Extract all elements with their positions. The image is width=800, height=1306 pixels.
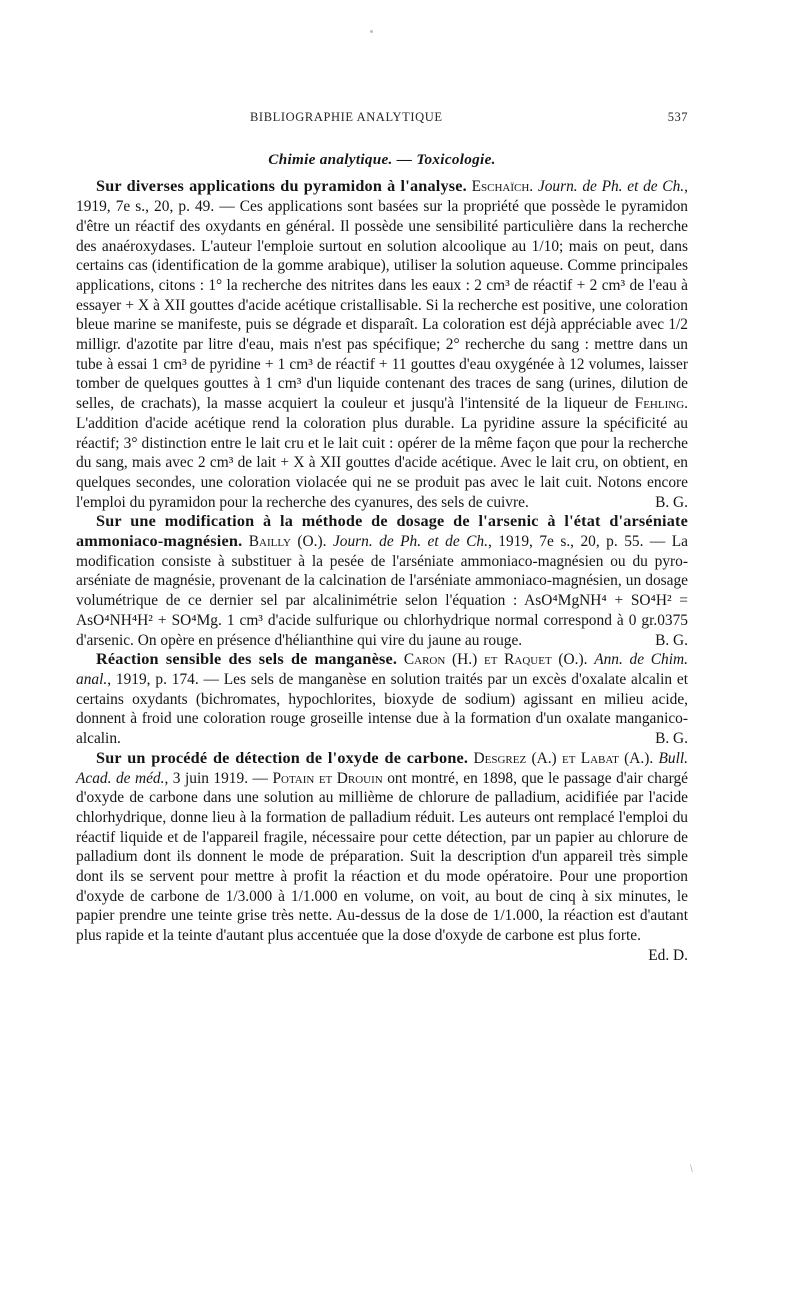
entry-manganese bbox=[76, 650, 688, 749]
entry-title: Sur un procédé de détection de l'oxyde de carbone. bbox=[96, 748, 469, 767]
entry-body-pre: — bbox=[252, 769, 268, 787]
running-head bbox=[250, 108, 688, 128]
entry-source: Bull. Acad. de méd. bbox=[76, 749, 689, 787]
entry-name-inline: Fehling bbox=[634, 395, 685, 413]
entry-author: Bailly (O.). bbox=[248, 533, 327, 551]
running-title: BIBLIOGRAPHIE ANALYTIQUE bbox=[250, 110, 443, 124]
entry-body: — Les sels de manganèse en solution traités par un excès d'oxalate alcalin et certains oxydants (bichromates, hypochlorites, bioxyde de sodium) agissant en milieu acide, donnent à froid une coloration rouge groseille intense due à la formation d'un oxalate manganico-alcalin. bbox=[76, 670, 688, 748]
entry-body: — Ces applications sont basées sur la propriété que possède le pyramidon d'être un réactif des oxydants en général. Il possède une sensibilité particulière dans la recherche des anaéroxydases. L'auteur l'emploie surtout en solution alcoolique au 1/10; mais on peut, dans certains cas (identification de la gomme arabique), utiliser la solution aqueuse. Comme principales applications, citons : 1° la recherche des nitrites dans les eaux : 2 cm³ de réactif + 2 cm³ de l'eau à essayer + X à XII gouttes d'acide acétique cristallisable. Si la recherche est positive, une coloration bleue marine se manifeste, puis se dégrade et disparaît. La coloration est déjà appréciable avec 1/2 milligr. d'azotite par litre d'eau, mais n'est pas spécifique; 2° recherche du sang : mettre dans un tube à essai 1 cm³ de pyridine + 1 cm³ de réactif + 11 gouttes d'eau oxygénée à 12 volumes, laisser tomber de quelques gouttes à 1 cm³ d'un liquide contenant des traces de sang (urines, dilution de selles, de crachats), la masse acquiert la couleur et jusqu'à l'intensité de la liqueur de bbox=[76, 198, 688, 413]
entry-signature: B. G. bbox=[655, 493, 688, 511]
entry-signature: B. G. bbox=[655, 730, 688, 748]
entry-pyramidon bbox=[76, 177, 688, 512]
entry-carbon-monoxide bbox=[76, 749, 688, 966]
entry-citation: , 1919, 7e s., 20, p. 49. bbox=[76, 178, 688, 216]
entry-author: Caron (H.) et Raquet (O.). bbox=[403, 651, 588, 669]
entry-source: Journ. de Ph. et de Ch. bbox=[332, 533, 488, 551]
entry-source: Journ. de Ph. et de Ch. bbox=[537, 178, 685, 196]
entry-body: — La modification consiste à substituer à la pesée de l'arséniate ammoniaco-magnésien ou du pyro-arséniate de magnésie, provenant de la calcination de l'arséniate ammoniaco-magnésien, un dosage volumétrique de ce dernier sel par alcalinimétrie selon l'équation : AsO⁴MgNH⁴ + SO⁴H² = AsO⁴NH⁴H² + SO⁴Mg. 1 cm³ d'acide sulfurique ou chlorhydrique normal correspond à 0 gr.0375 d'arsenic. On opère en présence d'hélianthine qui vire du jaune au rouge. bbox=[76, 533, 688, 649]
entry-title: Réaction sensible des sels de manganèse. bbox=[96, 650, 398, 669]
entry-signature: B. G. bbox=[655, 631, 688, 649]
entry-signature: Ed. D. bbox=[648, 946, 688, 964]
entry-body-continued: . L'addition d'acide acétique rend la coloration plus durable. La pyridine assure la spécificité au réactif; 3° distinction entre le lait cru et le lait cuit : opérer de la même façon que pour la recherche du sang, mais avec 2 cm³ de lait + X à XII gouttes d'acide acétique. Avec le lait cru, on obtient, en quelques secondes, une coloration violacée qui ne se produit pas avec le lait cuit. Notons encore l'emploi du pyramidon pour la recherche des cyanures, des sels de cuivre. bbox=[76, 395, 688, 511]
margin-mark: \ bbox=[690, 1164, 693, 1175]
entry-author: Eschaïch. bbox=[471, 178, 534, 196]
entry-citation: , 1919, p. 174. bbox=[107, 670, 199, 688]
entry-author: Desgrez (A.) et Labat (A.). bbox=[473, 749, 654, 767]
entry-citation: , 3 juin 1919. bbox=[164, 769, 249, 787]
entry-arsenic bbox=[76, 512, 688, 650]
entry-body: ont montré, en 1898, que le passage d'air chargé d'oxyde de carbone dans une solution au millième de chlorure de palladium, acidifiée par l'acide chlorhydrique, donne lieu à la formation de palladium réduit. Les auteurs ont remplacé l'emploi du réactif liquide et de l'appareil fragile, nécessaire pour cette détection, par un papier au chlorure de palladium dont ils donnent le mode de préparation. Suit la description d'un appareil très simple dont ils se servent pour mettre à profit la réaction et du mode opératoire. Pour une proportion d'oxyde de carbone de 1/3.000 à 1/1.000 en volume, on voit, au bout de cinq à six minutes, le papier prendre une teinte grise très nette. Au-dessus de la dose de 1/1.000, la réaction est d'autant plus rapide et la teinte d'autant plus accentuée que la dose d'oxyde de carbone est plus forte. bbox=[76, 769, 688, 945]
entry-source: Ann. de Chim. anal. bbox=[76, 651, 688, 688]
page-number: 537 bbox=[667, 110, 688, 124]
entry-names-inline: Potain et Drouin bbox=[272, 769, 383, 787]
page-body bbox=[76, 108, 688, 966]
entry-title: Sur une modification à la méthode de dosage de l'arsenic à l'état d'arséniate ammoniaco-magnésien. bbox=[76, 512, 688, 551]
entry-title: Sur diverses applications du pyramidon à l'analyse. bbox=[96, 177, 467, 196]
section-title: Chimie analytique. — Toxicologie. bbox=[268, 150, 496, 168]
ink-speck bbox=[370, 30, 373, 33]
entry-citation: , 1919, 7e s., 20, p. 55. bbox=[487, 533, 644, 551]
